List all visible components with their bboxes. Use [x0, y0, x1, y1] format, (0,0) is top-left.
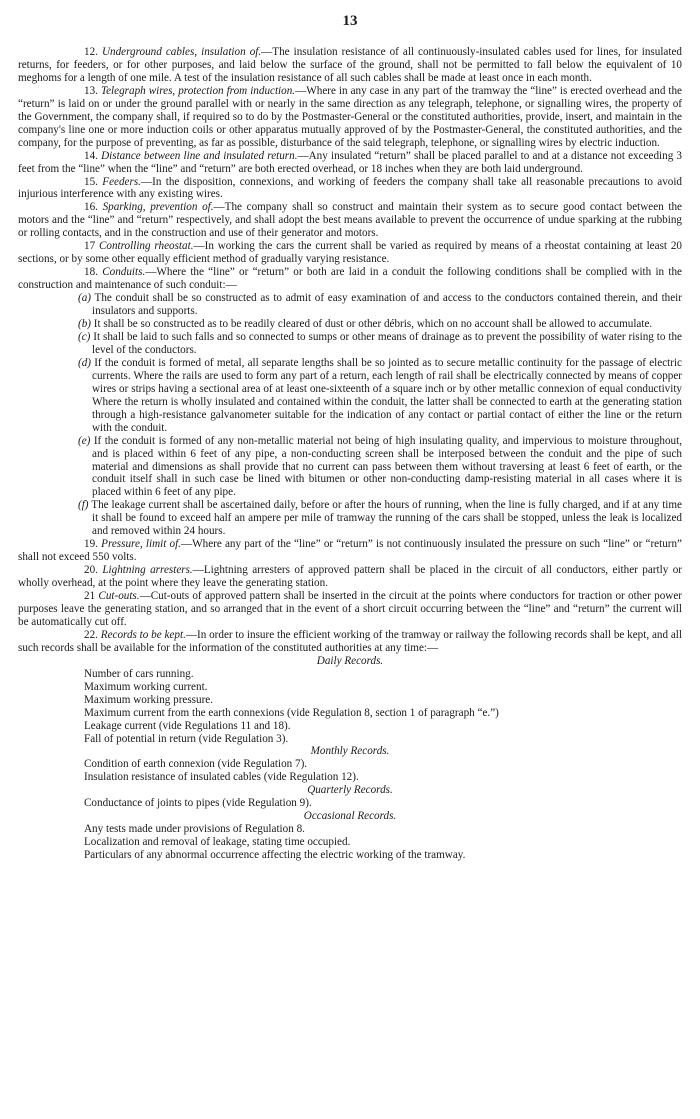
- regulation-21: 21 Cut-outs.—Cut-outs of approved pattern shall be inserted in the circuit at the points where conductors for traction or other power purposes leave the generating station, and so arranged that in the event of a short circuit occurring between the “line” and “return” the current will be automatically cut off.: [18, 590, 682, 628]
- regulation-20: 20. Lightning arresters.—Lightning arresters of approved pattern shall be placed in the circuit of all conductors, either partly or wholly overhead, at the point where they leave the generating station.: [18, 564, 682, 590]
- quarterly-records-heading: Quarterly Records.: [307, 784, 393, 797]
- conduit-item-a: (a) The conduit shall be so constructed as to admit of easy examination of and access to the conductors contained therein, and their insulators and supports.: [78, 292, 682, 318]
- monthly-records-heading: Monthly Records.: [310, 745, 390, 758]
- regulation-16: 16. Sparking, prevention of.—The company shall so construct and maintain their system as to secure good contact between the motors and the “line” and “return” respectively, and shall adopt the best means available to prevent the occurrence of undue sparking at the rubbing or rolling contacts, and in the construction and use of their generator and motors.: [18, 201, 683, 240]
- daily-record-item: Number of cars running.: [84, 667, 194, 680]
- daily-records-heading: Daily Records.: [316, 654, 384, 667]
- monthly-record-item: Insulation resistance of insulated cables (vide Regulation 12).: [84, 771, 359, 784]
- quarterly-record-item: Conductance of joints to pipes (vide Regulation 9).: [84, 797, 312, 810]
- regulation-13: 13. Telegraph wires, protection from induction.—Where in any case in any part of the tramway the “line” is erected overhead and the “return” is laid on or under the ground parallel with or nearly in the same direction as any telegraph, telephone, or signalling wires, the property of the Government, the company shall, if required so to do by the Postmaster-General or the constituted authorities, provide, insert, and maintain in the company's line one or more induction coils or other apparatus mutually approved of by the Postmaster-General, the constituted authorities, and the company, for the purpose of preventing, as far as possible, disturbance of the said telegraph, telephone, or signalling wires by electric induction.: [18, 84, 682, 149]
- regulation-15: 15. Feeders.—In the disposition, connexions, and working of feeders the company shall take all reasonable precautions to avoid injurious interference with any existing wires.: [18, 175, 682, 201]
- daily-record-item: Maximum working current.: [84, 680, 208, 693]
- daily-record-item: Maximum working pressure.: [84, 693, 214, 706]
- occasional-records-heading: Occasional Records.: [303, 810, 397, 823]
- conduit-item-e: (e) If the conduit is formed of any non-metallic material not being of high insulating quality, and impervious to moisture throughout, and is placed within 6 feet of any pipe, a non-conducting screen shall be interposed between the conduit and the pipe of such material and dimensions as shall provide that no current can pass between them without traversing at least 6 feet of earth, or the conduit itself shall in such case be lined with bitumen or other non-conducting damp-resisting material in all cases where it is placed within 6 feet of any pipe.: [78, 434, 682, 499]
- conduit-item-f: (f) The leakage current shall be ascertained daily, before or after the hours of running, when the line is fully charged, and if at any time it shall be found to exceed half an ampere per mile of tramway the running of the cars shall be stopped, unless the leak is localized and removed within 24 hours.: [78, 499, 682, 538]
- occasional-record-item: Any tests made under provisions of Regulation 8.: [84, 823, 305, 836]
- daily-record-item: Leakage current (vide Regulations 11 and 18).: [84, 719, 291, 732]
- regulation-17: 17 Controlling rheostat.—In working the cars the current shall be varied as required by means of a rheostat containing at least 20 sections, or by some other equally efficient method of gradually varying resistance.: [18, 240, 682, 266]
- regulation-18: 18. Conduits.—Where the “line” or “return” or both are laid in a conduit the following conditions shall be complied with in the construction and maintenance of such conduit:—: [18, 266, 682, 292]
- page-number: 13: [342, 13, 358, 29]
- daily-record-item: Fall of potential in return (vide Regulation 3).: [84, 732, 289, 745]
- monthly-record-item: Condition of earth connexion (vide Regulation 7).: [84, 758, 308, 771]
- regulation-14: 14. Distance between line and insulated return.—Any insulated “return” shall be placed parallel to and at a distance not exceeding 3 feet from the “line” when the “line” and “return” are both erected overhead, or 18 inches when they are both laid underground.: [18, 149, 682, 175]
- daily-record-item: Maximum current from the earth connexions (vide Regulation 8, section 1 of paragraph “e.”): [84, 706, 499, 719]
- conduit-item-c: (c) It shall be laid to such falls and so connected to sumps or other means of drainage as to prevent the possibility of water rising to the level of the conductors.: [78, 330, 682, 356]
- conduit-item-b: (b) It shall be so constructed as to be readily cleared of dust or other débris, which on no account shall be allowed to accumulate.: [78, 318, 653, 331]
- regulation-19: 19. Pressure, limit of.—Where any part of the “line” or “return” is not continuously insulated the pressure on such “line” or “return” shall not exceed 550 volts.: [18, 538, 682, 564]
- conduit-item-d: (d) If the conduit is formed of metal, all separate lengths shall be so jointed as to secure metallic continuity for the passage of electric currents. Where the rails are used to form any part of a return, each length of rail shall be electrically connected by means of copper wires or strips having a sectional area of at least one-sixteenth of a square inch or by other metallic connexion of equal conductivity Where the return is wholly insulated and contained within the conduit, the latter shall be connected to earth at the generating station through a high-resistance galvanometer suitable for the indication of any contact or partial contact of either the line or the return with the conduit.: [78, 356, 682, 434]
- occasional-record-item: Particulars of any abnormal occurrence affecting the electric working of the tramway.: [84, 849, 466, 862]
- occasional-record-item: Localization and removal of leakage, stating time occupied.: [84, 836, 351, 849]
- regulation-22: 22. Records to be kept.—In order to insure the efficient working of the tramway or railway the following records shall be kept, and all such records shall be available for the information of the constituted authorities at any time:—: [18, 628, 682, 654]
- regulation-12: 12. Underground cables, insulation of.—The insulation resistance of all continuously-insulated cables used for lines, for insulated returns, for feeders, or for other purposes, and laid below the surface of the ground, shall not be permitted to fall below the equivalent of 10 meghoms for a length of one mile. A test of the insulation resistance of all such cables shall be made at least once in each month.: [18, 46, 682, 84]
